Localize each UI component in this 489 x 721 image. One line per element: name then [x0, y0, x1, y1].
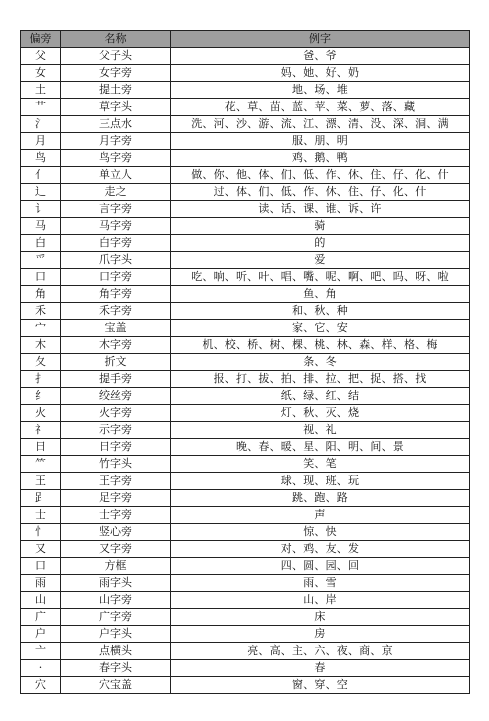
example-chars-cell: 春	[171, 660, 470, 677]
example-chars-cell: 家、它、安	[171, 320, 470, 337]
example-chars-cell: 妈、她、好、奶	[171, 65, 470, 82]
table-row	[21, 422, 470, 439]
example-chars-cell: 四、圆、园、回	[171, 558, 470, 575]
table-row	[21, 320, 470, 337]
table-row	[21, 303, 470, 320]
radical-name-cell: 户字头	[61, 626, 171, 643]
radical-name-cell: 竖心旁	[61, 524, 171, 541]
table-row	[21, 592, 470, 609]
radical-name-cell: 女字旁	[61, 65, 171, 82]
radical-name-cell: 提手旁	[61, 371, 171, 388]
radical-cell: 艹	[21, 99, 61, 116]
radical-name-cell: 绞丝旁	[61, 388, 171, 405]
example-chars-cell: 报、打、拔、拍、排、拉、把、捉、搭、找	[171, 371, 470, 388]
radical-cell: 扌	[21, 371, 61, 388]
example-chars-cell: 条、冬	[171, 354, 470, 371]
radical-name-cell: 示字旁	[61, 422, 171, 439]
radical-name-cell: 雨字头	[61, 575, 171, 592]
radical-cell: 鸟	[21, 150, 61, 167]
example-chars-cell: 爸、爷	[171, 48, 470, 65]
radical-cell: 夂	[21, 354, 61, 371]
radical-cell: 女	[21, 65, 61, 82]
example-chars-cell: 做、你、他、体、们、低、作、休、住、仔、化、什	[171, 167, 470, 184]
example-chars-cell: 床	[171, 609, 470, 626]
example-chars-cell: 骑	[171, 218, 470, 235]
radical-name-cell: 火字旁	[61, 405, 171, 422]
header-row	[21, 31, 470, 48]
radical-name-cell: 穴宝盖	[61, 677, 171, 694]
table-row	[21, 677, 470, 694]
table-row	[21, 99, 470, 116]
radical-name-cell: 广字旁	[61, 609, 171, 626]
example-chars-cell: 雨、雪	[171, 575, 470, 592]
radical-name-cell: 马字旁	[61, 218, 171, 235]
radical-cell: 土	[21, 82, 61, 99]
example-chars-cell: 吃、响、听、叶、唱、嘴、呢、啊、吧、吗、呀、啦	[171, 269, 470, 286]
example-chars-cell: 纸、绿、红、结	[171, 388, 470, 405]
example-chars-cell: 对、鸡、友、发	[171, 541, 470, 558]
radical-name-cell: 月字旁	[61, 133, 171, 150]
radical-cell: 𧾷	[21, 490, 61, 507]
radical-cell: 山	[21, 592, 61, 609]
table-row	[21, 609, 470, 626]
radical-cell: 户	[21, 626, 61, 643]
header-examples: 例字	[171, 31, 470, 48]
example-chars-cell: 房	[171, 626, 470, 643]
table-row	[21, 456, 470, 473]
header-radical: 偏旁	[21, 31, 61, 48]
example-chars-cell: 的	[171, 235, 470, 252]
example-chars-cell: 亮、高、主、六、夜、商、京	[171, 643, 470, 660]
radical-cell: 口	[21, 269, 61, 286]
example-chars-cell: 声	[171, 507, 470, 524]
table-row	[21, 626, 470, 643]
table-row	[21, 439, 470, 456]
table-row	[21, 167, 470, 184]
table-row	[21, 490, 470, 507]
table-row	[21, 388, 470, 405]
radical-cell: ·	[21, 660, 61, 677]
table-row	[21, 218, 470, 235]
table-body	[21, 48, 470, 694]
table-row	[21, 660, 470, 677]
radical-name-cell: 王字旁	[61, 473, 171, 490]
example-chars-cell: 惊、快	[171, 524, 470, 541]
example-chars-cell: 地、场、堆	[171, 82, 470, 99]
example-chars-cell: 灯、秋、灭、烧	[171, 405, 470, 422]
table-row	[21, 643, 470, 660]
radicals-table	[20, 30, 470, 694]
example-chars-cell: 爱	[171, 252, 470, 269]
example-chars-cell: 花、草、苗、蓝、苹、菜、萝、落、藏	[171, 99, 470, 116]
example-chars-cell: 球、现、班、玩	[171, 473, 470, 490]
table-row	[21, 286, 470, 303]
radical-cell: 禾	[21, 303, 61, 320]
radical-name-cell: 足字旁	[61, 490, 171, 507]
radical-name-cell: 三点水	[61, 116, 171, 133]
radical-cell: 亻	[21, 167, 61, 184]
radical-name-cell: 单立人	[61, 167, 171, 184]
example-chars-cell: 服、朋、明	[171, 133, 470, 150]
radical-name-cell: 爪字头	[61, 252, 171, 269]
radical-cell: ⺮	[21, 456, 61, 473]
radical-cell: 广	[21, 609, 61, 626]
example-chars-cell: 和、秋、种	[171, 303, 470, 320]
example-chars-cell: 笑、笔	[171, 456, 470, 473]
table-row	[21, 201, 470, 218]
table-row	[21, 235, 470, 252]
radical-name-cell: 日字旁	[61, 439, 171, 456]
radical-name-cell: 春字头	[61, 660, 171, 677]
example-chars-cell: 鸡、鹅、鸭	[171, 150, 470, 167]
table-row	[21, 354, 470, 371]
radical-name-cell: 父子头	[61, 48, 171, 65]
radical-cell: 雨	[21, 575, 61, 592]
radical-cell: 讠	[21, 201, 61, 218]
radical-cell: 又	[21, 541, 61, 558]
radical-cell: 角	[21, 286, 61, 303]
table-row	[21, 405, 470, 422]
radical-cell: 日	[21, 439, 61, 456]
example-chars-cell: 窗、穿、空	[171, 677, 470, 694]
radical-name-cell: 提土旁	[61, 82, 171, 99]
radical-name-cell: 竹字头	[61, 456, 171, 473]
table-row	[21, 541, 470, 558]
radical-cell: 木	[21, 337, 61, 354]
table-row	[21, 82, 470, 99]
table-row	[21, 473, 470, 490]
example-chars-cell: 鱼、角	[171, 286, 470, 303]
example-chars-cell: 过、体、们、低、作、休、住、仔、化、什	[171, 184, 470, 201]
example-chars-cell: 读、话、课、谁、诉、许	[171, 201, 470, 218]
radical-cell: 宀	[21, 320, 61, 337]
radical-cell: 王	[21, 473, 61, 490]
example-chars-cell: 机、校、桥、树、棵、桃、林、森、样、格、梅	[171, 337, 470, 354]
radical-cell: 士	[21, 507, 61, 524]
table-row	[21, 150, 470, 167]
radical-cell: 忄	[21, 524, 61, 541]
table-row	[21, 575, 470, 592]
radical-cell: 辶	[21, 184, 61, 201]
radical-name-cell: 方框	[61, 558, 171, 575]
table-row	[21, 48, 470, 65]
table-row	[21, 252, 470, 269]
example-chars-cell: 晚、春、暖、星、阳、明、间、景	[171, 439, 470, 456]
example-chars-cell: 山、岸	[171, 592, 470, 609]
radical-cell: 穴	[21, 677, 61, 694]
radical-name-cell: 草字头	[61, 99, 171, 116]
radical-name-cell: 山字旁	[61, 592, 171, 609]
radical-cell: 氵	[21, 116, 61, 133]
example-chars-cell: 跳、跑、路	[171, 490, 470, 507]
table-row	[21, 558, 470, 575]
radical-cell: 亠	[21, 643, 61, 660]
radical-cell: 火	[21, 405, 61, 422]
radical-name-cell: 点横头	[61, 643, 171, 660]
radical-name-cell: 宝盖	[61, 320, 171, 337]
radical-name-cell: 士字旁	[61, 507, 171, 524]
radical-cell: 月	[21, 133, 61, 150]
example-chars-cell: 洗、河、沙、游、流、江、漂、清、没、深、洞、满	[171, 116, 470, 133]
radical-name-cell: 言字旁	[61, 201, 171, 218]
radical-name-cell: 禾字旁	[61, 303, 171, 320]
header-name: 名称	[61, 31, 171, 48]
radical-cell: 爫	[21, 252, 61, 269]
example-chars-cell: 视、礼	[171, 422, 470, 439]
table-row	[21, 507, 470, 524]
radical-cell: 礻	[21, 422, 61, 439]
radical-name-cell: 木字旁	[61, 337, 171, 354]
radical-name-cell: 又字旁	[61, 541, 171, 558]
table-row	[21, 65, 470, 82]
radical-name-cell: 口字旁	[61, 269, 171, 286]
radical-name-cell: 走之	[61, 184, 171, 201]
table-row	[21, 524, 470, 541]
radical-cell: 父	[21, 48, 61, 65]
table-row	[21, 133, 470, 150]
table-row	[21, 371, 470, 388]
table-row	[21, 184, 470, 201]
radical-name-cell: 白字旁	[61, 235, 171, 252]
radical-name-cell: 鸟字旁	[61, 150, 171, 167]
radical-cell: 口	[21, 558, 61, 575]
table-row	[21, 116, 470, 133]
radical-cell: 白	[21, 235, 61, 252]
radical-name-cell: 角字旁	[61, 286, 171, 303]
radical-name-cell: 折文	[61, 354, 171, 371]
table-row	[21, 337, 470, 354]
table-row	[21, 269, 470, 286]
radical-cell: 纟	[21, 388, 61, 405]
radical-cell: 马	[21, 218, 61, 235]
